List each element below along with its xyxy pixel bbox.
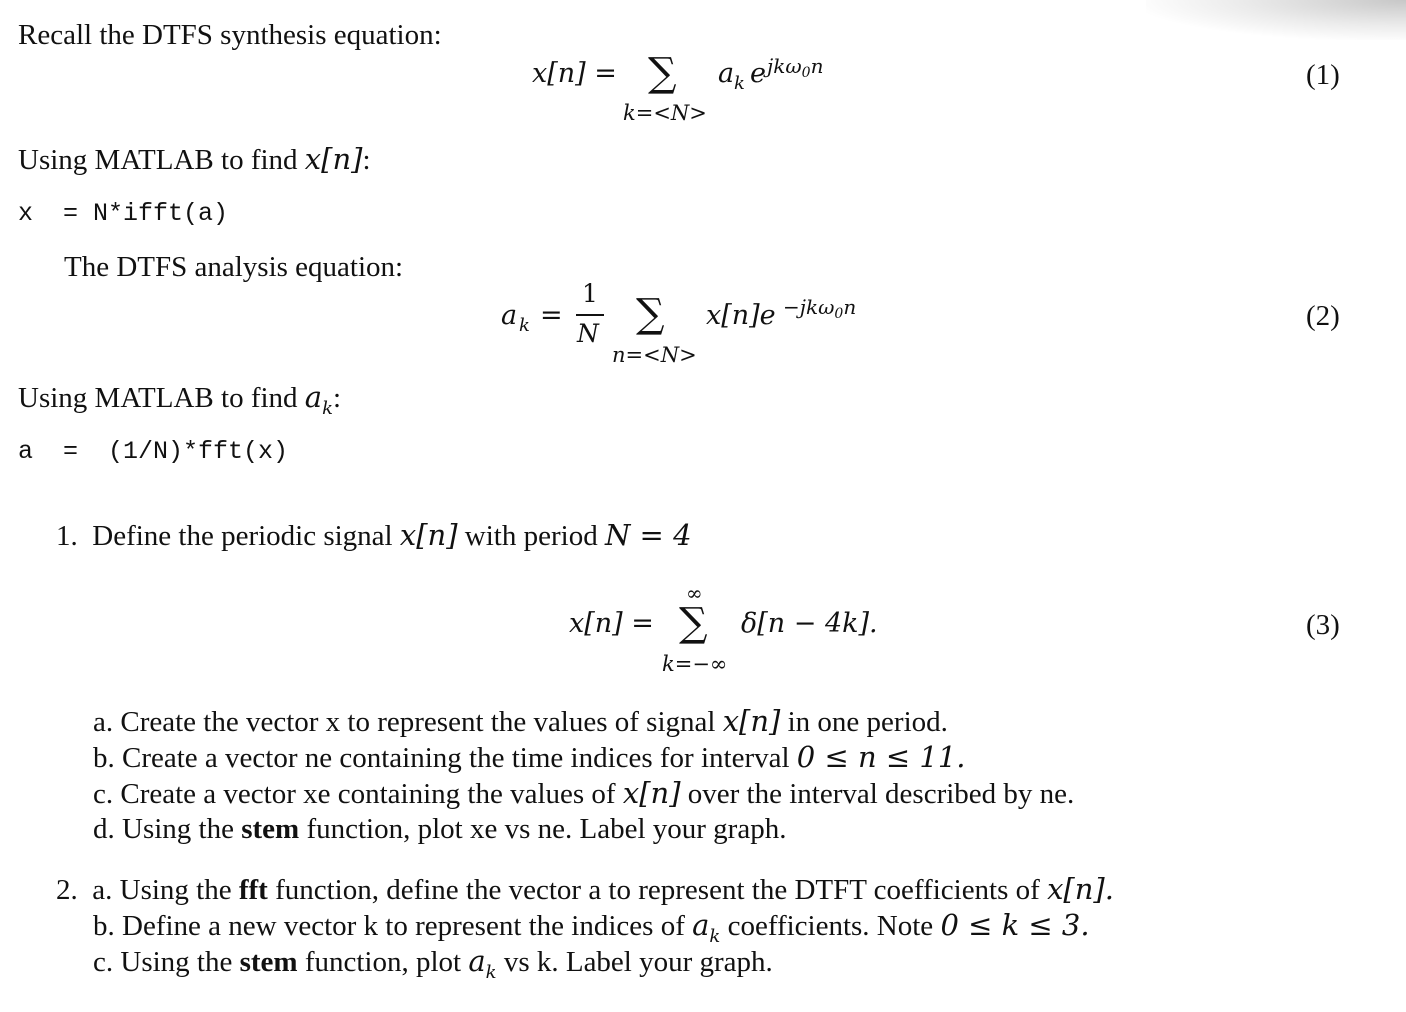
eq2-sigma: ∑ — [636, 291, 665, 337]
synthesis-heading: Recall the DTFS synthesis equation: — [18, 19, 442, 51]
eq3-sigma-sub: k=−∞ — [662, 652, 728, 676]
eq1-sigma-sub: k=<N> — [623, 101, 707, 125]
eq3-number: (3) — [1306, 609, 1340, 641]
matlab-a-code: a = (1/N)*fft(x) — [18, 437, 289, 466]
eq1-lhs: x[n] = — [532, 58, 617, 89]
matlab-x-heading: Using MATLAB to find x[n]: — [18, 142, 371, 176]
eq1-term-base: e — [750, 58, 766, 89]
eq3-sigma: ∑ — [679, 600, 708, 646]
matlab-a-heading: Using MATLAB to find $a_k$: — [18, 380, 342, 419]
eq3-lhs: x[n] = — [569, 608, 654, 639]
page-corner-shadow — [1146, 0, 1406, 40]
eq2-equals: = — [540, 300, 563, 331]
analysis-heading: The DTFS analysis equation: — [64, 251, 404, 283]
task-1-heading: 1. Define the periodic signal x[n] with period N = 4 — [56, 518, 692, 552]
eq1-sigma: ∑ — [648, 50, 677, 96]
eq2-number: (2) — [1306, 300, 1340, 332]
task-1d: d. Using the stem function, plot xe vs ne. Label your graph. — [93, 813, 787, 845]
eq3-sigma-sup: ∞ — [686, 581, 703, 605]
eq1-term: a — [718, 58, 735, 89]
eq1-term-sub: k — [734, 73, 745, 94]
task-1b: b. Create a vector ne containing the time indices for interval 0 ≤ n ≤ 11. — [93, 740, 966, 774]
matlab-x-code: x = N*ifft(a) — [18, 199, 229, 228]
eq1-number: (1) — [1306, 59, 1340, 91]
eq2-frac-line — [576, 314, 604, 316]
eq2-term-sup: −jkω$_0$n — [783, 295, 857, 322]
task-2a: 2. a. Using the fft function, define the vector a to represent the DTFT coefficients of x[n]. — [56, 872, 1114, 906]
task-1c: c. Create a vector xe containing the values of x[n] over the interval described by ne. — [93, 776, 1075, 810]
eq3-term: δ[n − 4k]. — [741, 608, 878, 639]
eq2-term: x[n]e — [706, 300, 776, 331]
eq2-sigma-sub: n=<N> — [612, 343, 697, 367]
task-2b: b. Define a new vector k to represent the indices of $a_k$ coefficients. Note 0 ≤ k ≤ 3. — [93, 908, 1090, 947]
eq2-lhs: a — [501, 300, 518, 331]
task-2c: c. Using the stem function, plot $a_k$ vs k. Label your graph. — [93, 944, 773, 983]
eq2-frac-num: 1 — [582, 279, 598, 308]
eq1-term-sup: jkω$_0$n — [767, 54, 824, 81]
task-1a: a. Create the vector x to represent the values of signal x[n] in one period. — [93, 704, 948, 738]
eq2-frac-den: N — [577, 319, 599, 348]
eq2-lhs-sub: k — [519, 315, 530, 336]
